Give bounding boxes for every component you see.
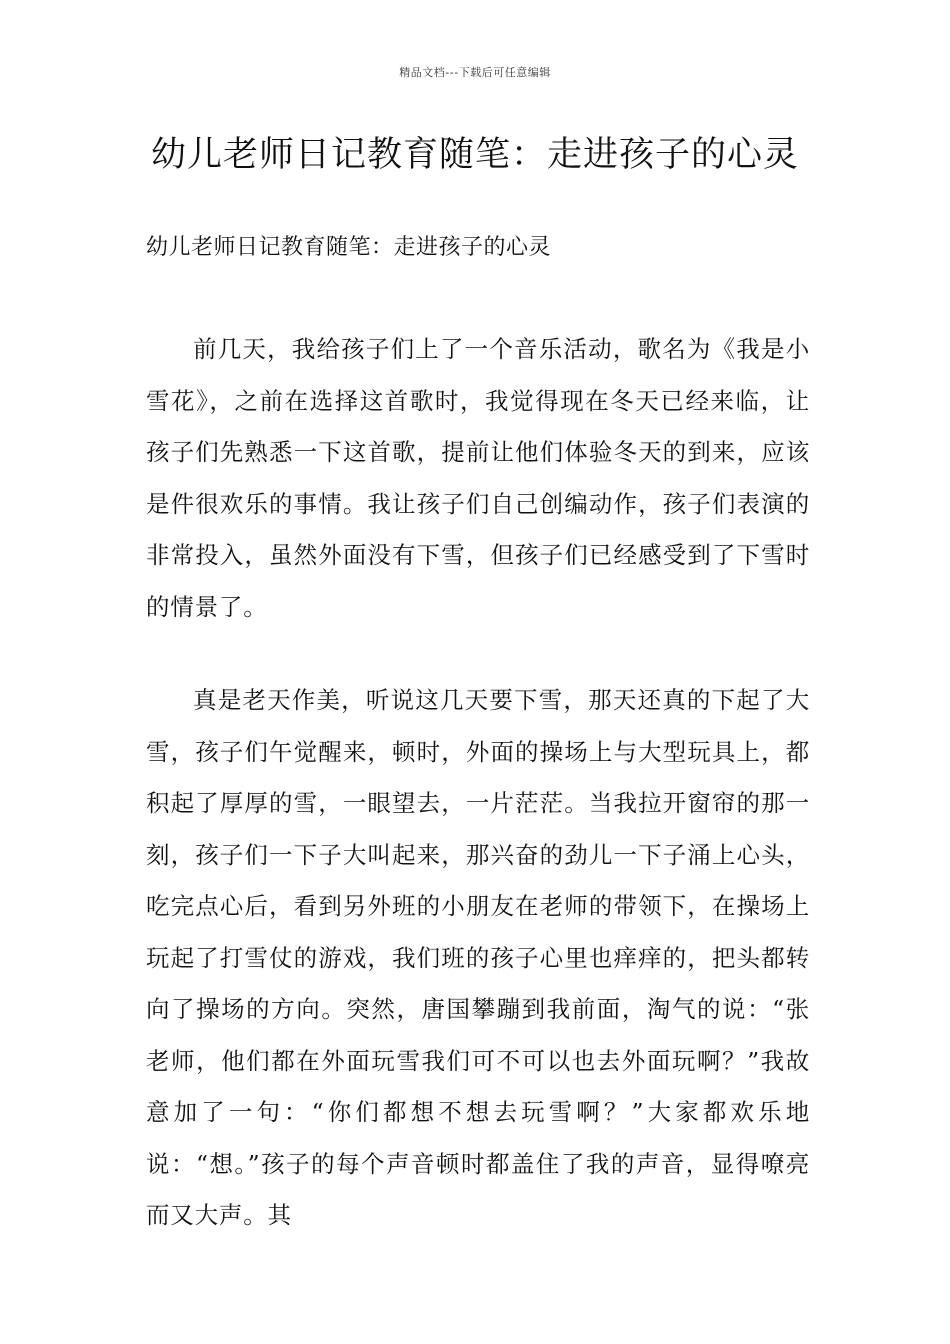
paragraph-1: 前几天，我给孩子们上了一个音乐活动，歌名为《我是小雪花》，之前在选择这首歌时，我觉得现在冬天已经来临，让孩子们先熟悉一下这首歌，提前让他们体验冬天的到来，应该是件很欢乐的事情。我让孩子们自己创编动作，孩子们表演的非常投入，虽然外面没有下雪，但孩子们已经感受到了下雪时的情景了。 xyxy=(146,335,810,621)
paragraph-2: 真是老天作美，听说这几天要下雪，那天还真的下起了大雪，孩子们午觉醒来，顿时，外面的操场上与大型玩具上，都积起了厚厚的雪，一眼望去，一片茫茫。当我拉开窗帘的那一刻，孩子们一下子大叫起来，那兴奋的劲儿一下子涌上心头，吃完点心后，看到另外班的小朋友在老师的带领下，在操场上玩起了打雪仗的游戏，我们班的孩子心里也痒痒的，把头都转向了操场的方向。突然，唐国攀蹦到我前面，淘气的说：“张老师，他们都在外面玩雪我们可不可以也去外面玩啊？”我故意加了一句：“你们都想不想去玩雪啊？”大家都欢乐地说：“想。”孩子的每个声音顿时都盖住了我的声音，显得嘹亮而又大声。其 xyxy=(146,686,810,1229)
document-subtitle: 幼儿老师日记教育随笔：走进孩子的心灵 xyxy=(146,235,552,260)
document-title: 幼儿老师日记教育随笔：走进孩子的心灵 xyxy=(150,135,799,175)
header-note: 精品文档---下载后可任意编辑 xyxy=(399,66,551,79)
